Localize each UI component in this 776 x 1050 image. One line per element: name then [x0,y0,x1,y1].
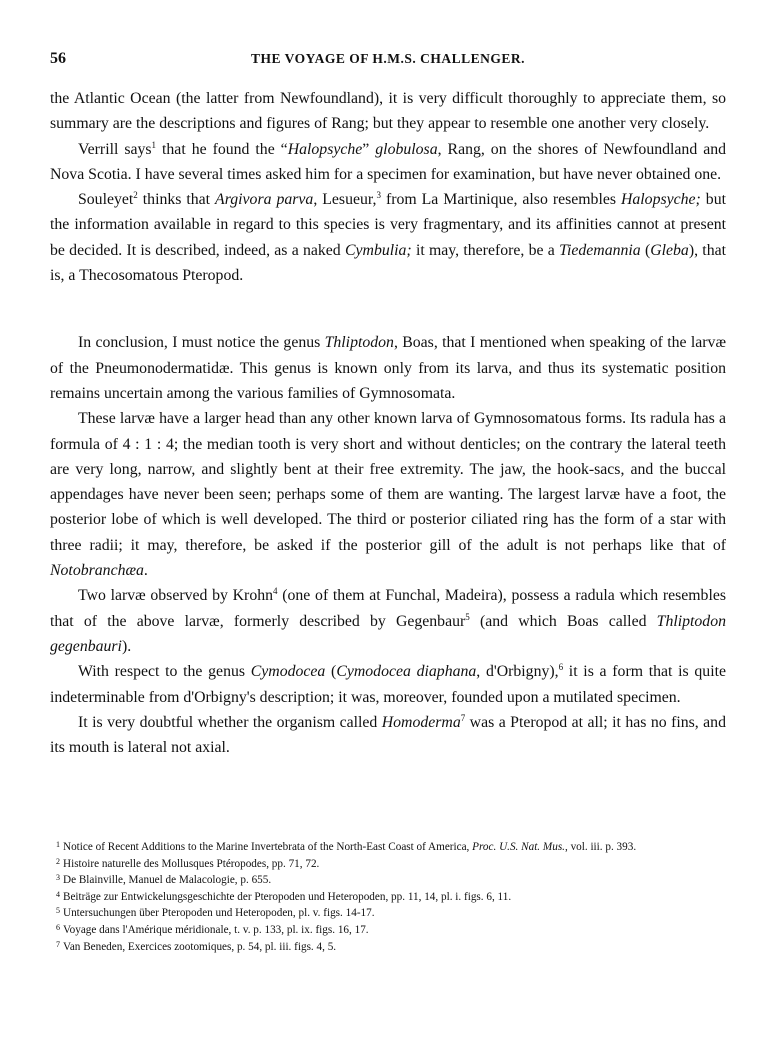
text-run: it may, therefore, be a [411,241,560,259]
footnote-text: Van Beneden, Exercices zootomiques, p. 54, pl. iii. figs. 4, 5. [63,940,337,953]
text-run: Verrill says [78,140,152,158]
taxon-name: Cymbulia; [344,241,412,259]
page-number: 56 [50,50,66,67]
footnote-text: Notice of Recent Additions to the Marine Invertebrata of the North-East Coast of America, [63,841,473,853]
footnote [50,904,726,921]
text-run: ), that is, a Thecosomatous Pteropod. [50,241,726,285]
text-run: ). [121,637,132,655]
text-run: It is very doubtful whether the organism called [78,713,382,731]
footnote-text: De Blainville, Manuel de Malacologie, p. 655. [63,874,272,887]
text-run: Souleyet [78,191,134,209]
text-run: Two larvæ observed by Krohn [78,587,274,605]
paragraph-2 [50,137,726,188]
footnote-text: Voyage dans l'Amérique méridionale, t. v. p. 133, pl. ix. figs. 16, 17. [63,923,369,936]
text-run: These larvæ have a larger head than any other known larva of Gymnosomatous forms. Its radula has a formula of 4 : 1 : 4; the median tooth is very short and without denticles; on the contrary the lateral teeth are very long, narrow, and slightly bent at their free extremity. The jaw, the hook-sacs, and the buccal appendages have never been seen; perhaps some of them are wanting. The largest larvæ have a foot, the posterior lobe of which is well developed. The third or posterior ciliated ring has the form of a star with three radii; it may, therefore, be asked if the posterior gill of the adult is not perhaps like that of [50,410,726,554]
footnote-mark: 2 [56,856,60,866]
footnote-text: Beiträge zur Entwickelungsgeschichte der Pteropoden und Heteropoden, pp. 11, 14, pl. i. figs. 6, 11. [63,890,512,903]
taxon-name: Halopsyche; [620,191,701,209]
footnote-journal: Proc. U.S. Nat. Mus. [472,841,565,853]
text-run: . [143,562,148,580]
text-run: ( [325,663,337,681]
text-run: , Rang, on the shores of Newfoundland and Nova Scotia. I have several times asked him for a specimen for examination, but have never obtained one. [50,140,726,183]
running-header [50,50,726,70]
running-title: THE VOYAGE OF H.M.S. CHALLENGER. [250,51,526,66]
text-run: , Lesueur, [313,191,377,209]
footnote-ref: 3 [376,190,381,201]
footnote [50,938,726,955]
text-run: , d'Orbigny), [476,663,559,681]
text-run: ( [640,241,651,259]
paragraph-8 [50,710,726,761]
section-gap [50,288,726,330]
text-run: With respect to the genus [78,663,251,681]
paragraph-6 [50,583,726,659]
text-run: ” [362,140,376,158]
taxon-name: Cymodocea diaphana [336,663,477,681]
taxon-name: Thliptodon [324,334,394,352]
body-text [50,86,726,760]
footnote-mark: 3 [56,873,60,883]
footnote-ref: 5 [465,611,470,622]
footnote-mark: 6 [56,922,60,932]
footnote [50,871,726,888]
footnote-mark: 1 [56,840,60,849]
taxon-name: Gleba [650,241,689,259]
text-run: from La Martinique, also resembles [380,191,621,209]
footnote-mark: 5 [56,906,60,916]
footnote-ref: 4 [273,586,278,597]
text-run: thinks that [137,191,216,209]
footnote-mark: 7 [56,939,60,949]
footnote-ref: 1 [151,139,157,150]
taxon-name: Homoderma [381,713,461,731]
text-run: (and which Boas called [469,612,657,630]
text-run: was a Pteropod at all; it has no fins, and its mouth is lateral not axial. [50,713,726,757]
footnote-text: , vol. iii. p. 393. [564,841,637,853]
taxon-name: Halopsyche [287,140,363,158]
paragraph-1: the Atlantic Ocean (the latter from Newfoundland), it is very difficult thoroughly to appreciate them, so summary are the descriptions and figures of Rang; but they appear to resemble one another very closely. [50,90,726,133]
text-run: (one of them at Funchal, Madeira), possess a radula which resembles that of the above larvæ, formerly described by Gegenbaur [50,587,727,630]
footnotes [50,838,726,954]
taxon-name: Cymodocea [250,663,326,681]
footnote [50,838,726,855]
taxon-name: Notobranchæa [50,562,144,580]
footnote-ref: 2 [133,190,138,201]
taxon-name: Argivora parva [215,191,314,209]
text-run: it is a form that is quite indeterminable from d'Orbigny's description; it was, moreover, founded upon a mutilated specimen. [50,663,726,706]
footnote-ref: 7 [460,712,466,723]
footnote-ref: 6 [558,662,564,673]
taxon-name: Tiedemannia [559,241,641,259]
taxon-name: Thliptodon gegenbauri [50,612,726,655]
paragraph-5 [50,406,726,583]
footnote [50,921,726,938]
footnote-text: Histoire naturelle des Mollusques Ptéropodes, pp. 71, 72. [63,857,320,870]
text-run: In conclusion, I must notice the genus [78,334,325,352]
paragraph-3 [50,187,726,288]
text-run: but the information available in regard to this species is very fragmentary, and its affinities cannot at present be decided. It is described, indeed, as a naked [50,191,726,259]
text-run: , Boas, that I mentioned when speaking of the larvæ of the Pneumonodermatidæ. This genus is known only from its larva, and thus its systematic position remains uncertain among the various families of Gymnosomata. [50,334,726,402]
footnote-text: Untersuchungen über Pteropoden und Heteropoden, pl. v. figs. 14-17. [63,907,375,920]
paragraph-7 [50,659,726,710]
footnote [50,855,726,872]
footnote-mark: 4 [56,889,60,899]
footnote [50,888,726,905]
text-run: that he found the “ [156,140,288,158]
paragraph-4 [50,330,726,406]
taxon-name: globulosa [375,140,438,158]
